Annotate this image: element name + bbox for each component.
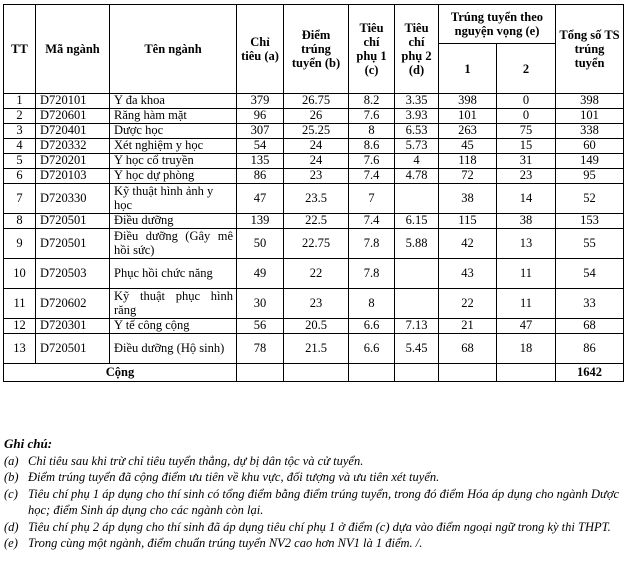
cell-choice-2: 13 bbox=[497, 229, 556, 259]
header-quota: Chỉ tiêu (a) bbox=[237, 5, 284, 94]
cell-major-code: D720332 bbox=[36, 139, 110, 154]
cell-quota: 379 bbox=[237, 94, 284, 109]
note-item bbox=[4, 453, 624, 470]
table-row bbox=[4, 184, 624, 214]
cell-admission-score: 26.75 bbox=[284, 94, 349, 109]
cell-choice-2: 0 bbox=[497, 94, 556, 109]
header-major-name: Tên ngành bbox=[110, 5, 237, 94]
table-row bbox=[4, 319, 624, 334]
cell-major-code: D720201 bbox=[36, 154, 110, 169]
cell-choice-2: 23 bbox=[497, 169, 556, 184]
cell-major-name: Kỹ thuật phục hình răng bbox=[110, 289, 237, 319]
note-item bbox=[4, 469, 624, 486]
note-label: (b) bbox=[4, 470, 19, 484]
table-row bbox=[4, 334, 624, 364]
cell-quota: 86 bbox=[237, 169, 284, 184]
cell-tt: 3 bbox=[4, 124, 36, 139]
cell-criterion-1: 7.8 bbox=[349, 229, 395, 259]
cell-tt: 11 bbox=[4, 289, 36, 319]
cell-criterion-1: 6.6 bbox=[349, 334, 395, 364]
cell-criterion-2 bbox=[395, 289, 439, 319]
note-item bbox=[4, 519, 624, 536]
note-label: (e) bbox=[4, 536, 18, 550]
cell-quota: 307 bbox=[237, 124, 284, 139]
header-choice-2: 2 bbox=[497, 44, 556, 94]
cell-criterion-2: 5.45 bbox=[395, 334, 439, 364]
cell-quota: 47 bbox=[237, 184, 284, 214]
total-label: Cộng bbox=[4, 364, 237, 382]
cell-major-code: D720101 bbox=[36, 94, 110, 109]
cell-major-code: D720601 bbox=[36, 109, 110, 124]
cell-choice-2: 47 bbox=[497, 319, 556, 334]
cell-criterion-2: 4.78 bbox=[395, 169, 439, 184]
total-empty-nv2 bbox=[497, 364, 556, 382]
cell-tt: 12 bbox=[4, 319, 36, 334]
cell-choice-2: 75 bbox=[497, 124, 556, 139]
cell-quota: 54 bbox=[237, 139, 284, 154]
header-admitted-by-choice: Trúng tuyển theo nguyện vọng (e) bbox=[439, 5, 556, 44]
header-total-admitted: Tổng số TS trúng tuyển bbox=[556, 5, 624, 94]
cell-major-name: Y tế công cộng bbox=[110, 319, 237, 334]
table-row bbox=[4, 124, 624, 139]
table-row bbox=[4, 229, 624, 259]
admission-results-table bbox=[3, 4, 624, 382]
cell-tt: 1 bbox=[4, 94, 36, 109]
cell-admission-score: 24 bbox=[284, 154, 349, 169]
cell-criterion-2: 5.88 bbox=[395, 229, 439, 259]
note-text: Tiêu chí phụ 1 áp dụng cho thí sinh có tổng điểm bằng điểm trúng tuyển, trong đó điểm Hóa áp dụng cho ngành Dược học; điểm Sinh áp dụng cho các ngành còn lại. bbox=[28, 486, 620, 517]
table-row bbox=[4, 169, 624, 184]
cell-criterion-1: 7.4 bbox=[349, 214, 395, 229]
cell-choice-2: 31 bbox=[497, 154, 556, 169]
cell-total-admitted: 60 bbox=[556, 139, 624, 154]
cell-admission-score: 23.5 bbox=[284, 184, 349, 214]
cell-quota: 50 bbox=[237, 229, 284, 259]
table-row bbox=[4, 214, 624, 229]
cell-quota: 30 bbox=[237, 289, 284, 319]
cell-admission-score: 22.5 bbox=[284, 214, 349, 229]
cell-total-admitted: 55 bbox=[556, 229, 624, 259]
cell-admission-score: 23 bbox=[284, 289, 349, 319]
table-row bbox=[4, 289, 624, 319]
cell-criterion-1: 7.4 bbox=[349, 169, 395, 184]
cell-choice-1: 22 bbox=[439, 289, 497, 319]
cell-quota: 139 bbox=[237, 214, 284, 229]
cell-choice-1: 21 bbox=[439, 319, 497, 334]
cell-admission-score: 22.75 bbox=[284, 229, 349, 259]
cell-major-code: D720501 bbox=[36, 229, 110, 259]
header-tt: TT bbox=[4, 5, 36, 94]
note-text: Trong cùng một ngành, điểm chuẩn trúng tuyển NV2 cao hơn NV1 là 1 điểm. /. bbox=[28, 536, 423, 550]
cell-admission-score: 22 bbox=[284, 259, 349, 289]
cell-criterion-1: 8.2 bbox=[349, 94, 395, 109]
header-major-code: Mã ngành bbox=[36, 5, 110, 94]
cell-quota: 96 bbox=[237, 109, 284, 124]
cell-major-name: Điều dưỡng bbox=[110, 214, 237, 229]
cell-admission-score: 20.5 bbox=[284, 319, 349, 334]
cell-criterion-1: 7 bbox=[349, 184, 395, 214]
cell-criterion-1: 8 bbox=[349, 289, 395, 319]
cell-quota: 135 bbox=[237, 154, 284, 169]
cell-admission-score: 23 bbox=[284, 169, 349, 184]
cell-choice-1: 45 bbox=[439, 139, 497, 154]
note-text: Chỉ tiêu sau khi trừ chỉ tiêu tuyển thẳng, dự bị dân tộc và cử tuyển. bbox=[28, 453, 364, 468]
cell-criterion-2: 7.13 bbox=[395, 319, 439, 334]
cell-quota: 78 bbox=[237, 334, 284, 364]
cell-major-name: Phục hồi chức năng bbox=[110, 259, 237, 289]
cell-admission-score: 26 bbox=[284, 109, 349, 124]
cell-tt: 2 bbox=[4, 109, 36, 124]
cell-major-code: D720602 bbox=[36, 289, 110, 319]
cell-total-admitted: 86 bbox=[556, 334, 624, 364]
notes-list bbox=[4, 453, 624, 552]
header-admission-score: Điểm trúng tuyển (b) bbox=[284, 5, 349, 94]
cell-major-name: Điều dưỡng (Hộ sinh) bbox=[110, 334, 237, 364]
cell-total-admitted: 398 bbox=[556, 94, 624, 109]
cell-criterion-2: 6.15 bbox=[395, 214, 439, 229]
cell-criterion-2: 6.53 bbox=[395, 124, 439, 139]
cell-major-code: D720501 bbox=[36, 334, 110, 364]
cell-major-name: Y đa khoa bbox=[110, 94, 237, 109]
cell-criterion-1: 7.6 bbox=[349, 109, 395, 124]
note-label: (c) bbox=[4, 486, 18, 501]
total-empty-crit2 bbox=[395, 364, 439, 382]
total-value: 1642 bbox=[556, 364, 624, 382]
cell-major-code: D720301 bbox=[36, 319, 110, 334]
cell-total-admitted: 68 bbox=[556, 319, 624, 334]
note-text: Tiêu chí phụ 2 áp dụng cho thí sinh đã áp dụng tiêu chí phụ 1 ở điểm (c) dựa vào điểm ngoại ngữ trong kỳ thi THPT. bbox=[28, 519, 611, 534]
cell-total-admitted: 101 bbox=[556, 109, 624, 124]
cell-tt: 13 bbox=[4, 334, 36, 364]
cell-choice-1: 118 bbox=[439, 154, 497, 169]
cell-choice-2: 11 bbox=[497, 259, 556, 289]
cell-total-admitted: 95 bbox=[556, 169, 624, 184]
note-item bbox=[4, 486, 624, 519]
cell-criterion-1: 8 bbox=[349, 124, 395, 139]
cell-criterion-2: 3.35 bbox=[395, 94, 439, 109]
table-header bbox=[4, 5, 624, 94]
cell-tt: 9 bbox=[4, 229, 36, 259]
header-criterion-1: Tiêu chí phụ 1 (c) bbox=[349, 5, 395, 94]
cell-tt: 7 bbox=[4, 184, 36, 214]
notes-title: Ghi chú: bbox=[4, 436, 53, 451]
total-row bbox=[4, 364, 624, 382]
cell-criterion-2: 3.93 bbox=[395, 109, 439, 124]
cell-total-admitted: 54 bbox=[556, 259, 624, 289]
total-empty-crit1 bbox=[349, 364, 395, 382]
cell-total-admitted: 338 bbox=[556, 124, 624, 139]
cell-major-name: Kỹ thuật hình ảnh y học bbox=[110, 184, 237, 214]
cell-choice-1: 43 bbox=[439, 259, 497, 289]
header-criterion-2: Tiêu chí phụ 2 (d) bbox=[395, 5, 439, 94]
cell-criterion-1: 8.6 bbox=[349, 139, 395, 154]
cell-choice-1: 398 bbox=[439, 94, 497, 109]
cell-criterion-2 bbox=[395, 184, 439, 214]
note-text: Điểm trúng tuyển đã cộng điểm ưu tiên về khu vực, đối tượng và ưu tiên xét tuyển. bbox=[28, 470, 440, 484]
table-row bbox=[4, 109, 624, 124]
cell-criterion-2: 4 bbox=[395, 154, 439, 169]
cell-major-code: D720401 bbox=[36, 124, 110, 139]
note-label: (d) bbox=[4, 519, 19, 534]
cell-tt: 5 bbox=[4, 154, 36, 169]
cell-major-name: Điều dưỡng (Gây mê hồi sức) bbox=[110, 229, 237, 259]
cell-criterion-2: 5.73 bbox=[395, 139, 439, 154]
cell-major-code: D720503 bbox=[36, 259, 110, 289]
cell-criterion-1: 6.6 bbox=[349, 319, 395, 334]
header-choice-1: 1 bbox=[439, 44, 497, 94]
cell-major-code: D720103 bbox=[36, 169, 110, 184]
cell-choice-2: 15 bbox=[497, 139, 556, 154]
cell-major-name: Y học dự phòng bbox=[110, 169, 237, 184]
notes-section bbox=[4, 436, 624, 552]
cell-tt: 10 bbox=[4, 259, 36, 289]
cell-total-admitted: 153 bbox=[556, 214, 624, 229]
cell-choice-1: 263 bbox=[439, 124, 497, 139]
cell-admission-score: 24 bbox=[284, 139, 349, 154]
cell-choice-1: 101 bbox=[439, 109, 497, 124]
total-empty-score bbox=[284, 364, 349, 382]
cell-major-name: Y học cổ truyền bbox=[110, 154, 237, 169]
cell-choice-1: 115 bbox=[439, 214, 497, 229]
cell-choice-2: 14 bbox=[497, 184, 556, 214]
cell-choice-1: 72 bbox=[439, 169, 497, 184]
cell-quota: 49 bbox=[237, 259, 284, 289]
total-empty-nv1 bbox=[439, 364, 497, 382]
total-empty-quota bbox=[237, 364, 284, 382]
note-item bbox=[4, 535, 624, 552]
cell-admission-score: 25.25 bbox=[284, 124, 349, 139]
cell-total-admitted: 33 bbox=[556, 289, 624, 319]
table-row bbox=[4, 139, 624, 154]
cell-criterion-1: 7.6 bbox=[349, 154, 395, 169]
cell-choice-2: 11 bbox=[497, 289, 556, 319]
cell-choice-1: 38 bbox=[439, 184, 497, 214]
cell-tt: 8 bbox=[4, 214, 36, 229]
cell-total-admitted: 52 bbox=[556, 184, 624, 214]
cell-major-code: D720330 bbox=[36, 184, 110, 214]
cell-criterion-2 bbox=[395, 259, 439, 289]
table-row bbox=[4, 94, 624, 109]
cell-total-admitted: 149 bbox=[556, 154, 624, 169]
cell-choice-2: 18 bbox=[497, 334, 556, 364]
table-row bbox=[4, 154, 624, 169]
table-row bbox=[4, 259, 624, 289]
cell-major-name: Dược học bbox=[110, 124, 237, 139]
note-label: (a) bbox=[4, 453, 19, 468]
cell-choice-1: 42 bbox=[439, 229, 497, 259]
cell-tt: 6 bbox=[4, 169, 36, 184]
cell-major-code: D720501 bbox=[36, 214, 110, 229]
cell-choice-2: 38 bbox=[497, 214, 556, 229]
cell-choice-2: 0 bbox=[497, 109, 556, 124]
cell-tt: 4 bbox=[4, 139, 36, 154]
cell-quota: 56 bbox=[237, 319, 284, 334]
table-body bbox=[4, 94, 624, 364]
cell-admission-score: 21.5 bbox=[284, 334, 349, 364]
cell-choice-1: 68 bbox=[439, 334, 497, 364]
cell-major-name: Xét nghiệm y học bbox=[110, 139, 237, 154]
cell-criterion-1: 7.8 bbox=[349, 259, 395, 289]
cell-major-name: Răng hàm mặt bbox=[110, 109, 237, 124]
